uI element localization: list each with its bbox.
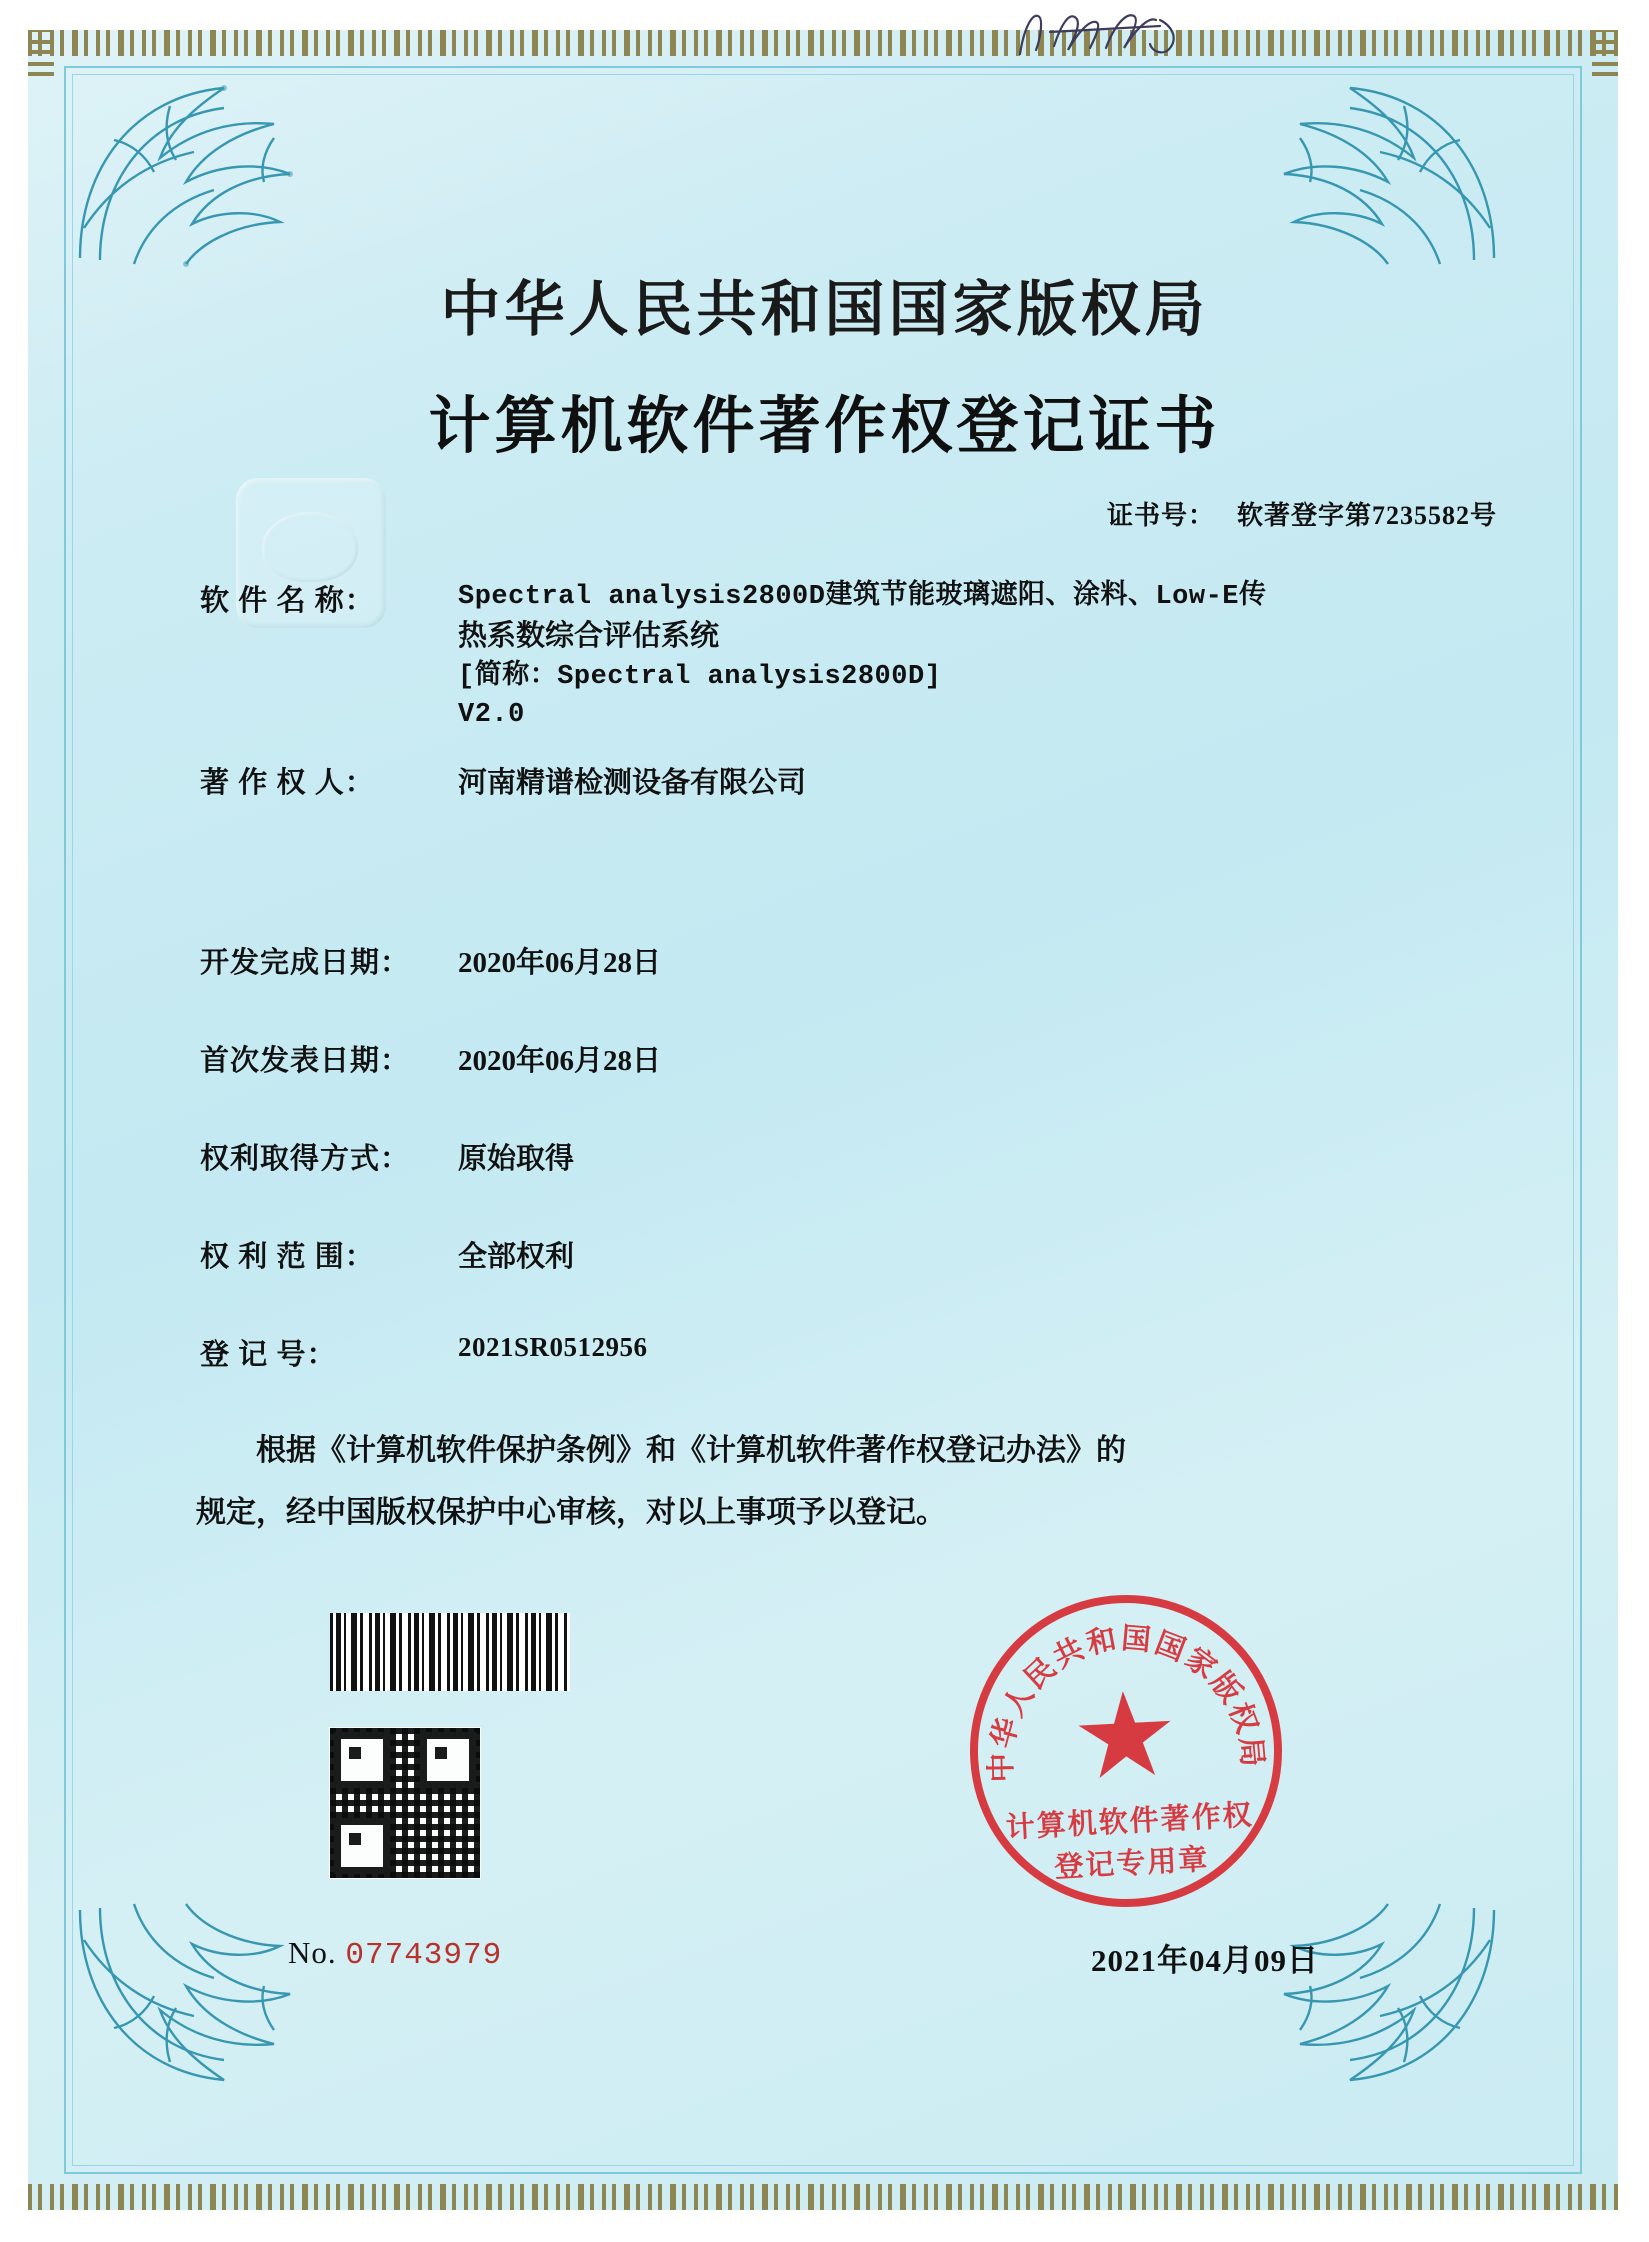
border-right [1592, 30, 1618, 2210]
corner-ornament-bottom-right [1240, 1900, 1500, 2090]
border-bottom [28, 2184, 1618, 2210]
qr-finder-bottom-left [334, 1818, 390, 1874]
field-registration-number [200, 1332, 1480, 1373]
field-label-acquisition-method: 权利取得方式： [200, 1143, 411, 1175]
handwritten-annotation [1010, 6, 1210, 64]
seal-line-2: 登记专用章 [1053, 1843, 1211, 1884]
field-development-date [200, 940, 1480, 981]
field-value-first-publish-date: 2020年06月28日 [458, 1045, 662, 1077]
qr-finder-top-left [334, 1732, 390, 1788]
serial-number-label: No. [288, 1935, 337, 1970]
field-value-acquisition-method: 原始取得 [458, 1143, 575, 1175]
certificate-number-label: 证书号： [1106, 501, 1215, 530]
qr-finder-top-right [420, 1732, 476, 1788]
official-seal [962, 1587, 1290, 1915]
software-name-line-1: Spectral analysis2800D建筑节能玻璃遮阳、涂料、Low-E传 [458, 582, 1267, 612]
software-name-line-3: [简称：Spectral analysis2800D] [458, 661, 942, 692]
field-label-software-name: 软 件 名 称： [200, 585, 375, 617]
corner-ornament-top-left [74, 78, 334, 268]
field-value-rights-scope: 全部权利 [458, 1241, 575, 1273]
issuer-title: 中华人民共和国国家版权局 [440, 277, 1209, 343]
field-acquisition-method [200, 1136, 1480, 1177]
serial-number [288, 1935, 502, 1973]
border-left [28, 30, 54, 2210]
software-name-line-2: 热系数综合评估系统 [458, 620, 720, 653]
statement-line-1: 根据《计算机软件保护条例》和《计算机软件著作权登记办法》的 [256, 1434, 1126, 1467]
certificate-number-value: 软著登字第7235582号 [1236, 501, 1497, 530]
field-software-name [200, 578, 1480, 734]
corner-ornament-top-right [1240, 78, 1500, 268]
field-value-copyright-owner: 河南精谱检测设备有限公司 [458, 767, 807, 799]
qr-code [330, 1728, 480, 1878]
statement-paragraph [196, 1420, 1486, 1543]
issue-date: 2021年04月09日 [1091, 1943, 1319, 1978]
certificate-title: 计算机软件著作权登记证书 [428, 393, 1221, 461]
seal-arc-label: 中华人民共和国国家版权局 [985, 1622, 1269, 1783]
field-label-registration-number: 登 记 号： [200, 1339, 337, 1371]
field-label-rights-scope: 权 利 范 围： [200, 1241, 375, 1273]
field-label-first-publish-date: 首次发表日期： [200, 1045, 411, 1077]
field-value-development-date: 2020年06月28日 [458, 947, 662, 979]
statement-line-2: 规定，经中国版权保护中心审核，对以上事项予以登记。 [196, 1495, 946, 1529]
field-rights-scope [200, 1234, 1480, 1275]
field-value-software-name [458, 578, 1480, 734]
border-top [28, 30, 1618, 56]
field-label-development-date: 开发完成日期： [200, 947, 411, 979]
field-copyright-owner [200, 760, 1480, 801]
seal-line-1: 计算机软件著作权 [1005, 1799, 1255, 1845]
barcode [330, 1613, 570, 1691]
corner-ornament-bottom-left [74, 1900, 334, 2090]
software-name-line-4: V2.0 [458, 699, 525, 730]
serial-number-value: 07743979 [345, 1938, 503, 1973]
field-value-registration-number: 2021SR0512956 [458, 1332, 648, 1362]
field-label-copyright-owner: 著 作 权 人： [200, 767, 375, 799]
field-first-publish-date [200, 1038, 1480, 1079]
certificate-number [1107, 495, 1497, 532]
